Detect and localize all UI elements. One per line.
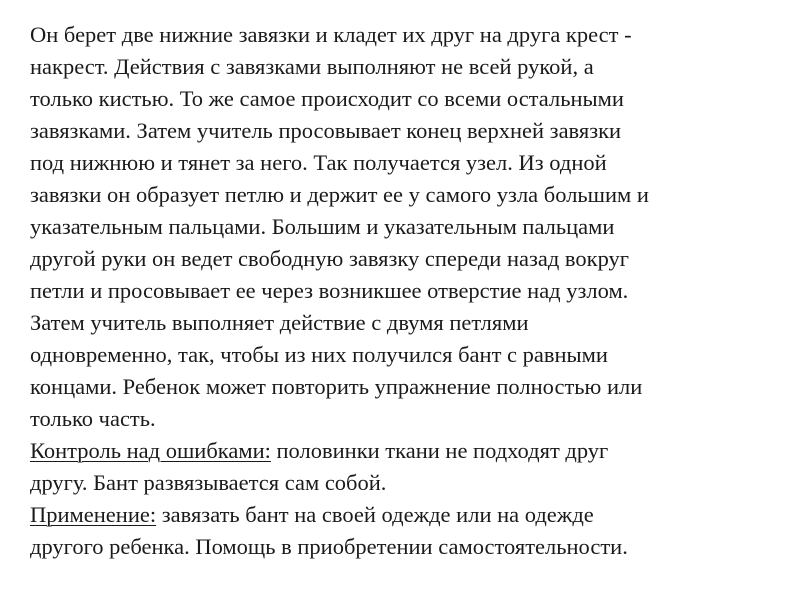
application-text-2: другого ребенка. Помощь в приобретении самостоятельности. [30, 534, 628, 559]
control-text-2: другу. Бант развязывается сам собой. [30, 470, 387, 495]
text-line-8: другой руки он ведет свободную завязку спереди назад вокруг [30, 246, 630, 271]
text-line-11: одновременно, так, чтобы из них получился бант с равными [30, 342, 608, 367]
text-line-5: под нижнюю и тянет за него. Так получается узел. Из одной [30, 150, 607, 175]
text-line-1: Он берет две нижние завязки и кладет их друг на друга крест - [30, 22, 632, 47]
text-line-13: только часть. [30, 406, 156, 431]
body-text [30, 19, 780, 563]
control-heading: Контроль над ошибками: [30, 438, 271, 463]
application-heading: Применение: [30, 502, 157, 527]
text-line-10: Затем учитель выполняет действие с двумя петлями [30, 310, 529, 335]
text-line-9: петли и просовывает ее через возникшее отверстие над узлом. [30, 278, 629, 303]
text-line-12: концами. Ребенок может повторить упражнение полностью или [30, 374, 643, 399]
text-line-3: только кистью. То же самое происходит со всеми остальными [30, 86, 624, 111]
application-text-1: завязать бант на своей одежде или на одежде [156, 502, 594, 527]
control-section-line-1 [30, 435, 780, 467]
control-text-1: половинки ткани не подходят друг [270, 438, 609, 463]
text-line-4: завязками. Затем учитель просовывает конец верхней завязки [30, 118, 622, 143]
text-line-7: указательным пальцами. Большим и указательным пальцами [30, 214, 615, 239]
text-line-2: накрест. Действия с завязками выполняют не всей рукой, а [30, 54, 594, 79]
application-section-line-1 [30, 499, 780, 531]
text-line-6: завязки он образует петлю и держит ее у самого узла большим и [30, 182, 649, 207]
